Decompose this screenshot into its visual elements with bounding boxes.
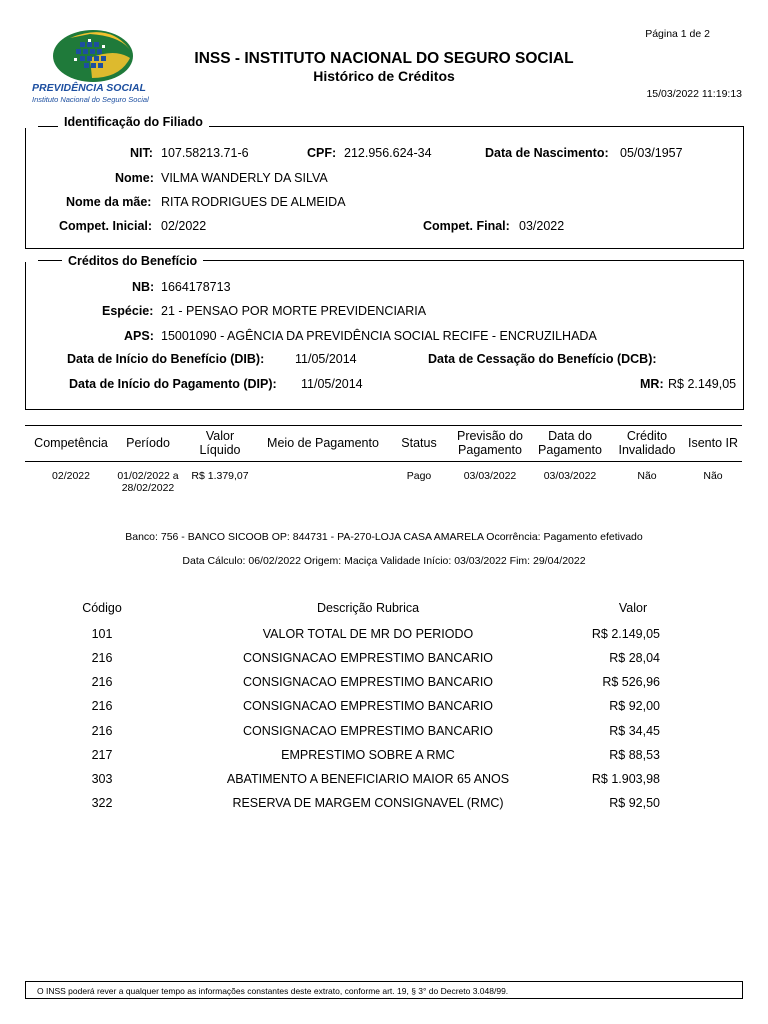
compet-inicial-value: 02/2022 (161, 219, 207, 233)
especie-label: Espécie: (102, 304, 154, 318)
cell-competencia: 02/2022 (52, 470, 90, 482)
dcb-label: Data de Cessação do Benefício (DCB): (428, 352, 657, 366)
cpf-value: 212.956.624-34 (344, 146, 432, 160)
birthdate-value: 05/03/1957 (620, 146, 683, 160)
bank-details: Banco: 756 - BANCO SICOOB OP: 844731 - PA-270-LOJA CASA AMARELA Ocorrência: Pagamento efetivado (125, 531, 643, 543)
compet-final-label: Compet. Final: (423, 219, 510, 233)
rubrica-col-descricao: Descrição Rubrica (316, 601, 420, 615)
rubrica-descricao: ABATIMENTO A BENEFICIARIO MAIOR 65 ANOS (226, 772, 510, 786)
mother-name-label: Nome da mãe: (66, 195, 152, 209)
rubrica-col-valor: Valor (618, 601, 648, 615)
mother-name-value: RITA RODRIGUES DE ALMEIDA (161, 195, 346, 209)
cell-previsao: 03/03/2022 (463, 470, 517, 482)
cell-valor: R$ 1.379,07 (191, 470, 249, 482)
rubrica-valor: R$ 92,50 (609, 796, 660, 810)
rubrica-codigo: 216 (91, 724, 113, 738)
cell-credito-invalidado: Não (637, 470, 657, 482)
page-number: Página 1 de 2 (645, 28, 710, 40)
col-valor-liquido: Valor Líquido (199, 429, 241, 457)
rubrica-descricao: CONSIGNACAO EMPRESTIMO BANCARIO (242, 675, 494, 689)
especie-value: 21 - PENSAO POR MORTE PREVIDENCIARIA (161, 304, 427, 318)
rubrica-valor: R$ 28,04 (609, 651, 660, 665)
aps-label: APS: (124, 329, 154, 343)
col-meio-pagamento: Meio de Pagamento (267, 436, 379, 450)
rubrica-col-codigo: Código (82, 601, 122, 615)
compet-final-value: 03/2022 (519, 219, 565, 233)
logo-subtitle: Instituto Nacional do Seguro Social (32, 95, 149, 104)
cpf-label: CPF: (307, 146, 337, 160)
rubrica-codigo: 217 (91, 748, 113, 762)
rubrica-descricao: CONSIGNACAO EMPRESTIMO BANCARIO (242, 651, 494, 665)
rubrica-valor: R$ 34,45 (609, 724, 660, 738)
rubrica-descricao: RESERVA DE MARGEM CONSIGNAVEL (RMC) (232, 796, 504, 810)
legal-footer: O INSS poderá rever a qualquer tempo as informações constantes deste extrato, conforme art. 19, § 3° do Decreto 3.048/99. (25, 981, 743, 999)
mr-value: R$ 2.149,05 (668, 377, 737, 391)
mr-label: MR: (640, 377, 664, 391)
name-label: Nome: (115, 171, 154, 185)
rubrica-descricao: VALOR TOTAL DE MR DO PERIODO (262, 627, 474, 641)
dib-label: Data de Início do Benefício (DIB): (67, 352, 265, 366)
nit-label: NIT: (130, 146, 153, 160)
table-header-rule (25, 461, 742, 462)
table-top-rule (25, 425, 742, 426)
cell-periodo: 01/02/2022 a 28/02/2022 (117, 470, 179, 494)
col-previsao-pagamento: Previsão do Pagamento (456, 429, 523, 457)
logo-name: PREVIDÊNCIA SOCIAL (32, 82, 146, 94)
document-subtitle: Histórico de Créditos (313, 68, 455, 84)
rubrica-codigo: 303 (91, 772, 113, 786)
dip-value: 11/05/2014 (301, 377, 363, 391)
rubrica-codigo: 101 (91, 627, 113, 641)
beneficio-legend: Créditos do Benefício (62, 254, 203, 268)
rubrica-codigo: 216 (91, 675, 113, 689)
rubrica-valor: R$ 1.903,98 (591, 772, 660, 786)
cell-data-pagamento: 03/03/2022 (543, 470, 597, 482)
col-credito-invalidado: Crédito Invalidado (618, 429, 676, 457)
filiado-legend: Identificação do Filiado (58, 115, 209, 129)
col-data-pagamento: Data do Pagamento (538, 429, 602, 457)
nb-value: 1664178713 (161, 280, 231, 294)
rubrica-valor: R$ 2.149,05 (591, 627, 660, 641)
rubrica-descricao: EMPRESTIMO SOBRE A RMC (281, 748, 455, 762)
col-status: Status (401, 436, 437, 450)
calculation-details: Data Cálculo: 06/02/2022 Origem: Maciça Validade Início: 03/03/2022 Fim: 29/04/2022 (182, 555, 586, 567)
cell-isento-ir: Não (703, 470, 723, 482)
nb-label: NB: (132, 280, 155, 294)
dib-value: 11/05/2014 (295, 352, 357, 366)
name-value: VILMA WANDERLY DA SILVA (161, 171, 328, 185)
document-title: INSS - INSTITUTO NACIONAL DO SEGURO SOCIAL (194, 50, 574, 67)
rubrica-descricao: CONSIGNACAO EMPRESTIMO BANCARIO (242, 724, 494, 738)
rubrica-codigo: 216 (91, 651, 113, 665)
rubrica-valor: R$ 88,53 (609, 748, 660, 762)
rubrica-descricao: CONSIGNACAO EMPRESTIMO BANCARIO (242, 699, 494, 713)
rubrica-valor: R$ 526,96 (602, 675, 660, 689)
rubrica-codigo: 322 (91, 796, 113, 810)
birthdate-label: Data de Nascimento: (485, 146, 609, 160)
compet-inicial-label: Compet. Inicial: (59, 219, 153, 233)
nit-value: 107.58213.71-6 (161, 146, 249, 160)
rubrica-valor: R$ 92,00 (609, 699, 660, 713)
cell-status: Pago (406, 470, 432, 482)
col-isento-ir: Isento IR (687, 436, 739, 450)
col-competencia: Competência (34, 436, 108, 450)
aps-value: 15001090 - AGÊNCIA DA PREVIDÊNCIA SOCIAL RECIFE - ENCRUZILHADA (161, 329, 597, 343)
issue-datetime: 15/03/2022 11:19:13 (646, 88, 742, 100)
rubrica-codigo: 216 (91, 699, 113, 713)
dip-label: Data de Início do Pagamento (DIP): (69, 377, 277, 391)
col-periodo: Período (126, 436, 170, 450)
